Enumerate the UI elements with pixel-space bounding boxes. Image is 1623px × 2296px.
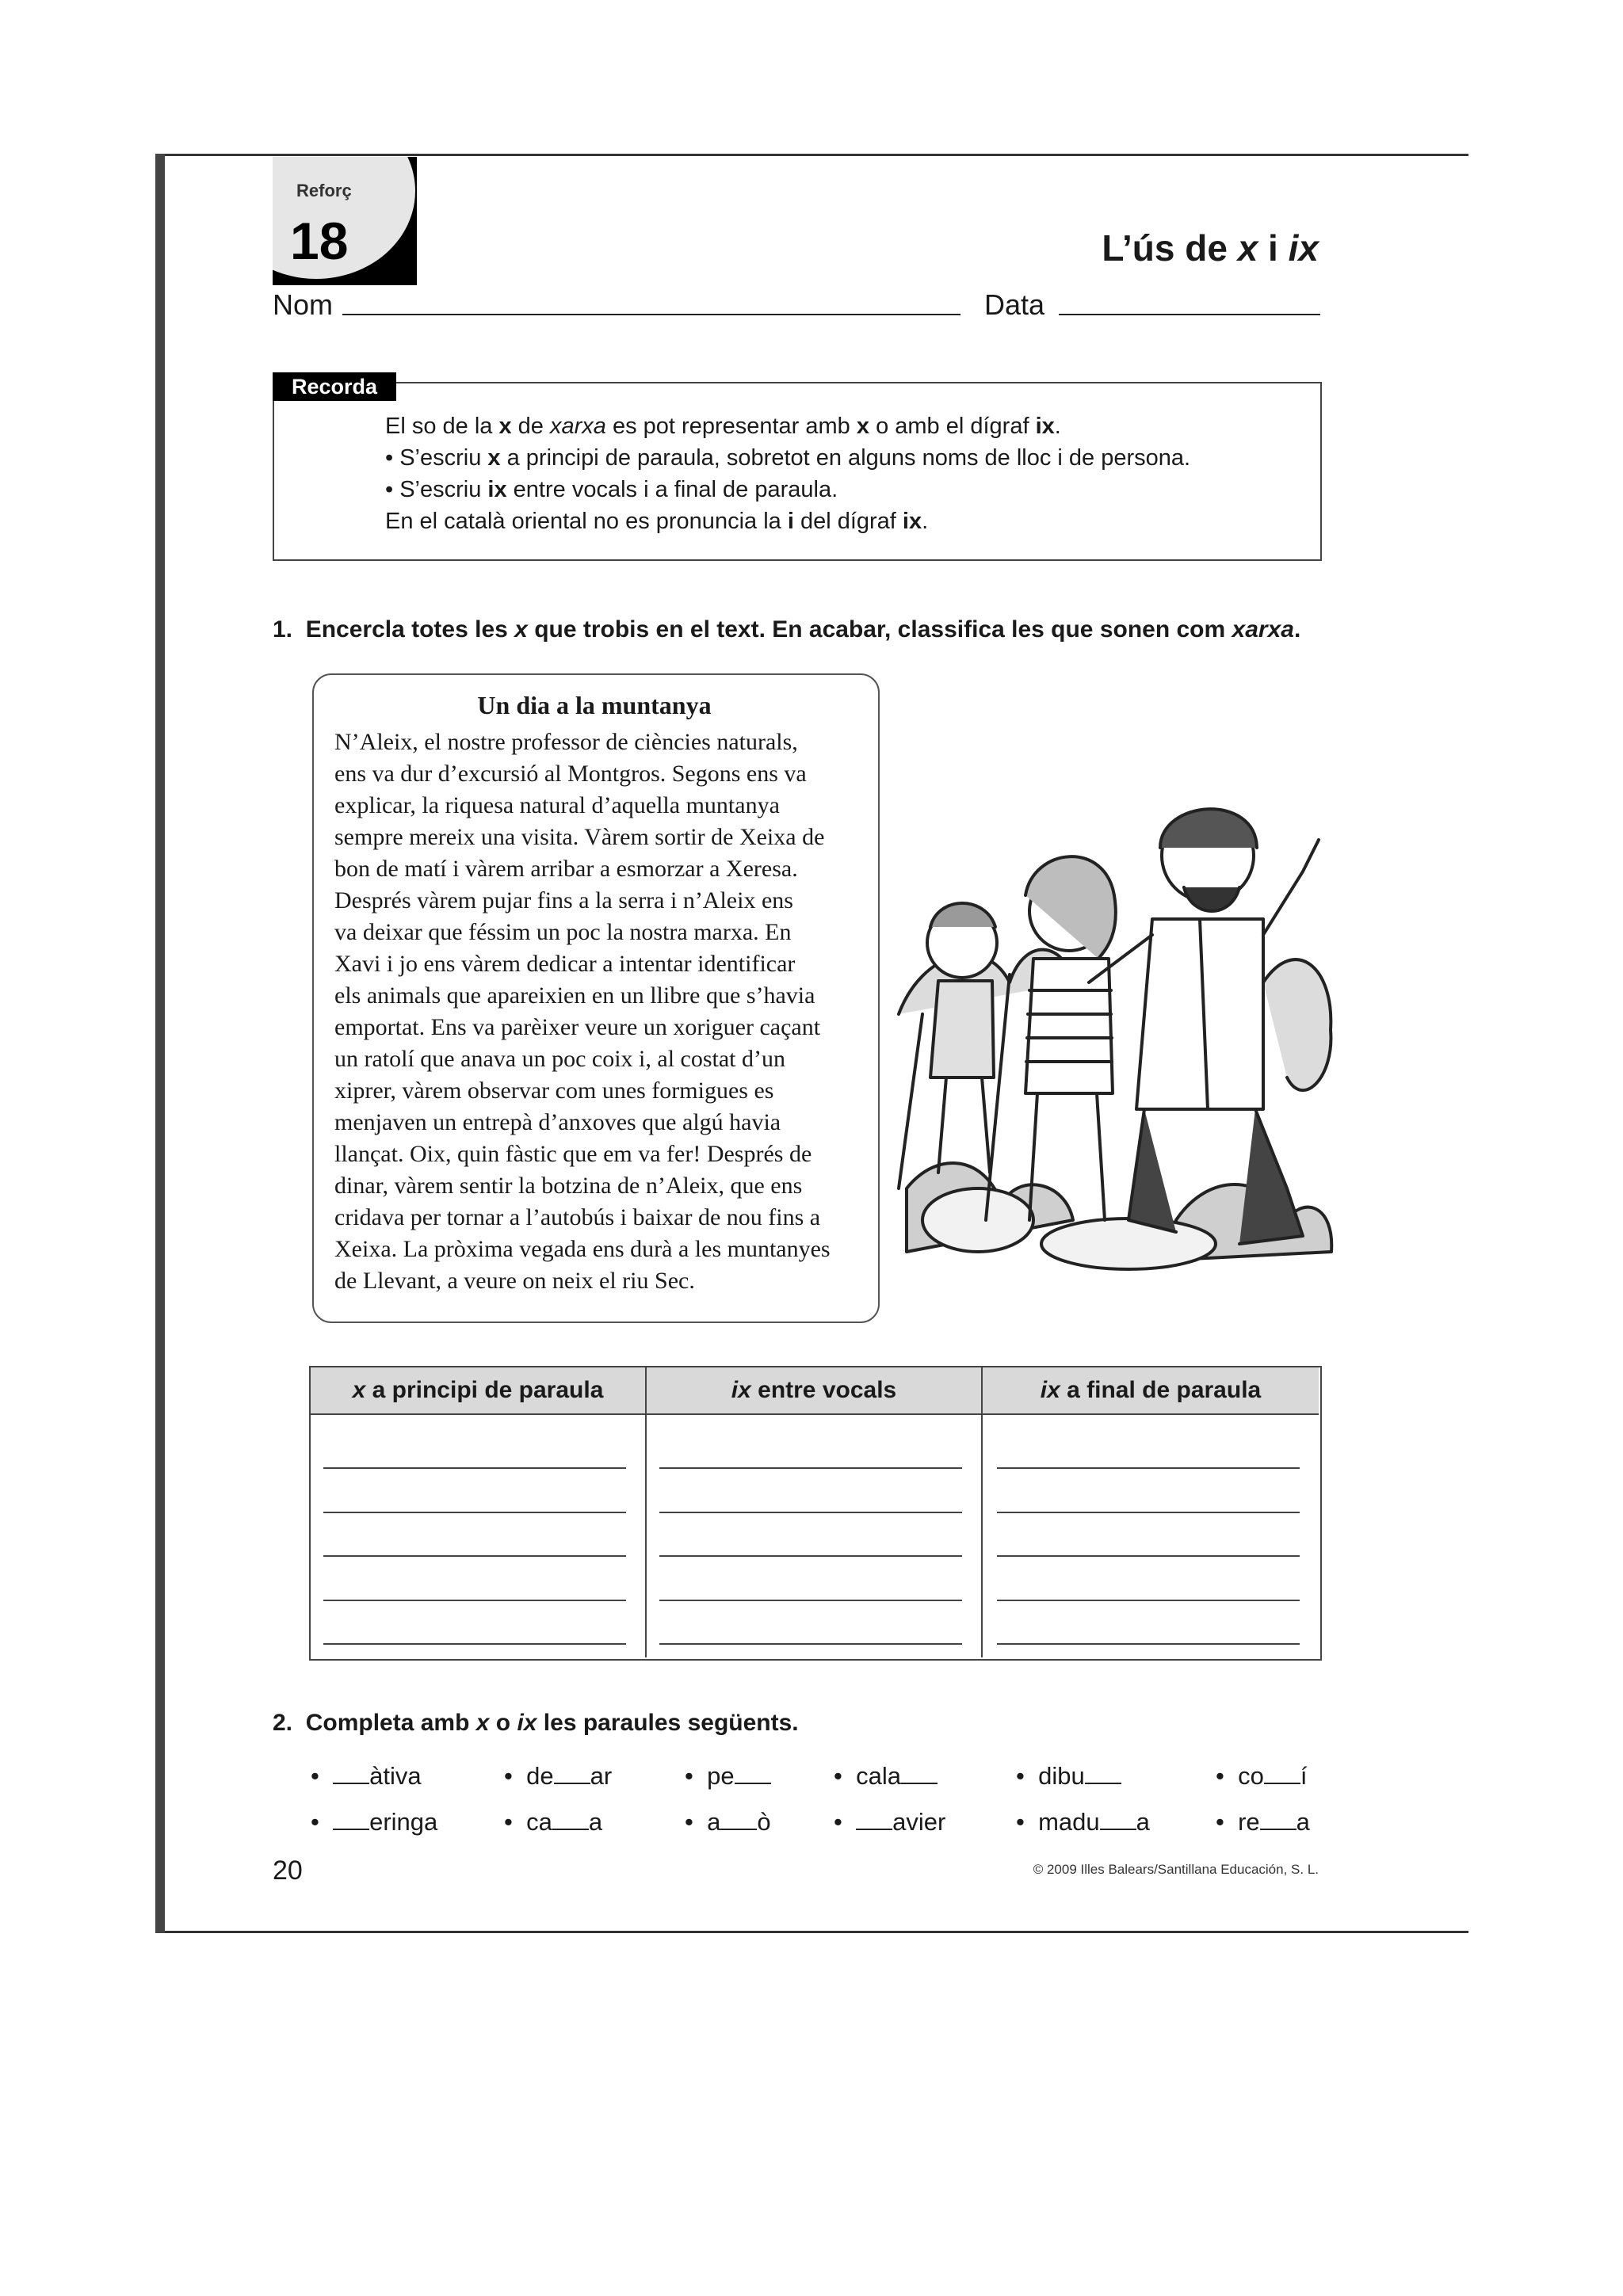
bullet: •: [311, 1762, 319, 1790]
answer-blank[interactable]: [323, 1600, 626, 1601]
word-pre: re: [1238, 1808, 1260, 1836]
word-blank[interactable]: [720, 1808, 757, 1830]
bullet: •: [504, 1762, 513, 1790]
word-pre: de: [526, 1762, 554, 1790]
word-post: a: [1296, 1808, 1310, 1836]
bullet: •: [1016, 1762, 1025, 1790]
reading-line: Després vàrem pujar fins a la serra i n’Aleix ens: [334, 887, 793, 913]
exercise-number: 2.: [273, 1710, 293, 1736]
word-item: [834, 1762, 938, 1791]
word-blank[interactable]: [856, 1808, 892, 1830]
column-divider: [981, 1367, 983, 1657]
rec-italic: xarxa: [550, 414, 606, 439]
rec-bold: ix: [1035, 414, 1055, 439]
badge-label: Reforç: [296, 181, 352, 200]
answer-blank[interactable]: [997, 1555, 1300, 1557]
word-item: [685, 1808, 771, 1836]
column-header: [311, 1367, 645, 1413]
date-label: Data: [984, 288, 1045, 321]
rec-text: El so de la: [385, 414, 499, 439]
rec-bold: ix: [902, 509, 922, 534]
q-text: o: [489, 1710, 517, 1736]
word-pre: co: [1238, 1762, 1264, 1790]
answer-blank[interactable]: [997, 1643, 1300, 1645]
col-em: ix: [1040, 1377, 1060, 1403]
rec-text: es pot representar amb: [605, 414, 857, 439]
recorda-tag: Recorda: [273, 372, 396, 401]
word-item: [834, 1808, 945, 1836]
rec-text: entre vocals i a final de paraula.: [506, 477, 838, 502]
hikers-illustration: [891, 776, 1335, 1277]
reading-line: Xavi i jo ens vàrem dedicar a intentar identificar: [334, 951, 796, 977]
word-item: [311, 1762, 422, 1791]
answer-blank[interactable]: [659, 1512, 962, 1513]
reading-line: de Llevant, a veure on neix el riu Sec.: [334, 1268, 695, 1294]
word-blank[interactable]: [333, 1808, 369, 1830]
word-pre: pe: [707, 1762, 735, 1790]
word-post: eringa: [369, 1808, 438, 1836]
reading-line: un ratolí que anava un poc coix i, al costat d’un: [334, 1046, 785, 1072]
rec-bold: i: [787, 509, 794, 534]
worksheet-title: [1102, 227, 1319, 269]
recorda-line-2: [385, 445, 1190, 471]
word-item: [1016, 1808, 1150, 1836]
word-pre: dibu: [1038, 1762, 1085, 1790]
q-italic: xarxa: [1232, 616, 1294, 643]
bullet: •: [834, 1808, 842, 1836]
word-item: [685, 1762, 771, 1791]
exercise-1-instruction: [273, 616, 1300, 643]
page-frame-top: [157, 154, 1468, 156]
reading-line: menjaven un entrepà d’anxoves que algú havia: [334, 1109, 781, 1135]
word-item: [504, 1762, 612, 1791]
answer-blank[interactable]: [323, 1467, 626, 1469]
copyright-notice: © 2009 Illes Balears/Santillana Educación, S. L.: [1033, 1862, 1319, 1877]
word-item: [1016, 1762, 1121, 1791]
rec-text: .: [1054, 414, 1061, 439]
word-post: a: [588, 1808, 603, 1836]
rec-bold: x: [487, 445, 501, 471]
bullet: •: [504, 1808, 513, 1836]
bullet: •: [685, 1762, 693, 1790]
word-blank[interactable]: [735, 1762, 771, 1784]
reading-line: va deixar que féssim un poc la nostra marxa. En: [334, 919, 792, 945]
col-rest: a final de paraula: [1060, 1377, 1262, 1403]
word-pre: a: [707, 1808, 721, 1836]
page-frame-left: [155, 154, 165, 1933]
col-em: ix: [731, 1377, 751, 1403]
reading-line: explicar, la riquesa natural d’aquella muntanya: [334, 792, 780, 818]
title-mid: i: [1258, 227, 1289, 269]
name-label: Nom: [273, 288, 334, 321]
bullet: •: [1016, 1808, 1025, 1836]
q-text: les paraules següents.: [537, 1710, 799, 1736]
rec-text: • S’escriu: [385, 477, 488, 502]
title-x: x: [1237, 227, 1258, 269]
q-text: Completa amb: [305, 1710, 476, 1736]
word-pre: ca: [526, 1808, 552, 1836]
page-frame-bottom: [157, 1931, 1468, 1933]
word-post: í: [1300, 1762, 1308, 1790]
reforc-badge: [273, 157, 417, 285]
answer-blank[interactable]: [997, 1600, 1300, 1601]
rec-text: En el català oriental no es pronuncia la: [385, 509, 788, 534]
reading-line: dinar, vàrem sentir la botzina de n’Aleix, que ens: [334, 1173, 803, 1199]
word-post: ar: [590, 1762, 613, 1790]
word-item: [1216, 1808, 1310, 1836]
word-pre: madu: [1038, 1808, 1100, 1836]
q-text: que trobis en el text. En acabar, classifica les que sonen com: [527, 616, 1232, 643]
word-blank[interactable]: [552, 1808, 589, 1830]
word-blank[interactable]: [901, 1762, 938, 1784]
reading-line: emportat. Ens va parèixer veure un xoriguer caçant: [334, 1014, 821, 1040]
reading-line: sempre mereix una visita. Vàrem sortir de Xeixa de: [334, 824, 825, 850]
word-blank[interactable]: [1100, 1808, 1136, 1830]
rec-text: de: [511, 414, 550, 439]
word-item: [311, 1808, 437, 1836]
answer-blank[interactable]: [659, 1643, 962, 1645]
rec-text: a principi de paraula, sobretot en alguns noms de lloc i de persona.: [500, 445, 1191, 471]
reading-line: N’Aleix, el nostre professor de ciències naturals,: [334, 729, 798, 755]
answer-blank[interactable]: [323, 1555, 626, 1557]
name-field[interactable]: [342, 314, 960, 315]
column-header: [983, 1367, 1319, 1413]
rec-bold: x: [856, 414, 870, 439]
answer-blank[interactable]: [659, 1467, 962, 1469]
word-item: [1216, 1762, 1307, 1791]
rec-text: del dígraf: [793, 509, 903, 534]
q-italic: x: [475, 1710, 490, 1736]
q-italic: x: [514, 616, 528, 643]
word-blank[interactable]: [554, 1762, 590, 1784]
answer-blank[interactable]: [659, 1600, 962, 1601]
date-field[interactable]: [1059, 314, 1320, 315]
title-prefix: L’ús de: [1102, 227, 1238, 269]
rec-text: o amb el dígraf: [869, 414, 1036, 439]
q-italic: ix: [517, 1710, 537, 1736]
q-text: .: [1293, 616, 1301, 643]
reading-line: llançat. Oix, quin fàstic que em va fer! Després de: [334, 1141, 812, 1167]
col-em: x: [352, 1377, 366, 1403]
word-blank[interactable]: [1085, 1762, 1121, 1784]
col-rest: entre vocals: [750, 1377, 897, 1403]
word-item: [504, 1808, 602, 1836]
reading-line: Xeixa. La pròxima vegada ens durà a les muntanyes: [334, 1236, 831, 1262]
word-blank[interactable]: [1260, 1808, 1296, 1830]
reading-line: els animals que apareixien en un llibre que s’havia: [334, 982, 815, 1009]
bullet: •: [685, 1808, 693, 1836]
word-pre: cala: [856, 1762, 901, 1790]
page-number: 20: [273, 1855, 303, 1886]
q-text: Encercla totes les: [305, 616, 515, 643]
word-post: avier: [892, 1808, 946, 1836]
reading-title: Un dia a la muntanya: [477, 691, 712, 719]
recorda-line-4: [385, 509, 928, 535]
answer-blank[interactable]: [997, 1467, 1300, 1469]
rec-text: .: [922, 509, 929, 534]
rec-bold: ix: [487, 477, 507, 502]
column-header: [647, 1367, 981, 1413]
answer-blank[interactable]: [997, 1512, 1300, 1513]
reading-line: xiprer, vàrem observar com unes formigues es: [334, 1077, 774, 1104]
word-post: a: [1136, 1808, 1150, 1836]
bullet: •: [311, 1808, 319, 1836]
reading-line: bon de matí i vàrem arribar a esmorzar a Xeresa.: [334, 856, 798, 882]
recorda-line-1: [385, 414, 1061, 440]
column-divider: [645, 1367, 647, 1657]
answer-blank[interactable]: [659, 1555, 962, 1557]
recorda-line-3: [385, 477, 838, 503]
bullet: •: [1216, 1808, 1224, 1836]
exercise-number: 1.: [273, 616, 293, 643]
word-post: àtiva: [369, 1762, 422, 1790]
rec-bold: x: [498, 414, 512, 439]
badge-number: 18: [290, 212, 349, 270]
exercise-2-instruction: [273, 1710, 799, 1737]
bullet: •: [1216, 1762, 1224, 1790]
title-ix: ix: [1288, 227, 1319, 269]
answer-blank[interactable]: [323, 1643, 626, 1645]
reading-line: ens va dur d’excursió al Montgros. Segons ens va: [334, 761, 807, 787]
word-post: ò: [757, 1808, 771, 1836]
word-blank[interactable]: [1264, 1762, 1300, 1784]
bullet: •: [834, 1762, 842, 1790]
reading-line: cridava per tornar a l’autobús i baixar de nou fins a: [334, 1204, 821, 1230]
word-blank[interactable]: [333, 1762, 369, 1784]
rec-text: • S’escriu: [385, 445, 488, 471]
answer-blank[interactable]: [323, 1512, 626, 1513]
header-divider: [311, 1413, 1319, 1415]
col-rest: a principi de paraula: [365, 1377, 604, 1403]
